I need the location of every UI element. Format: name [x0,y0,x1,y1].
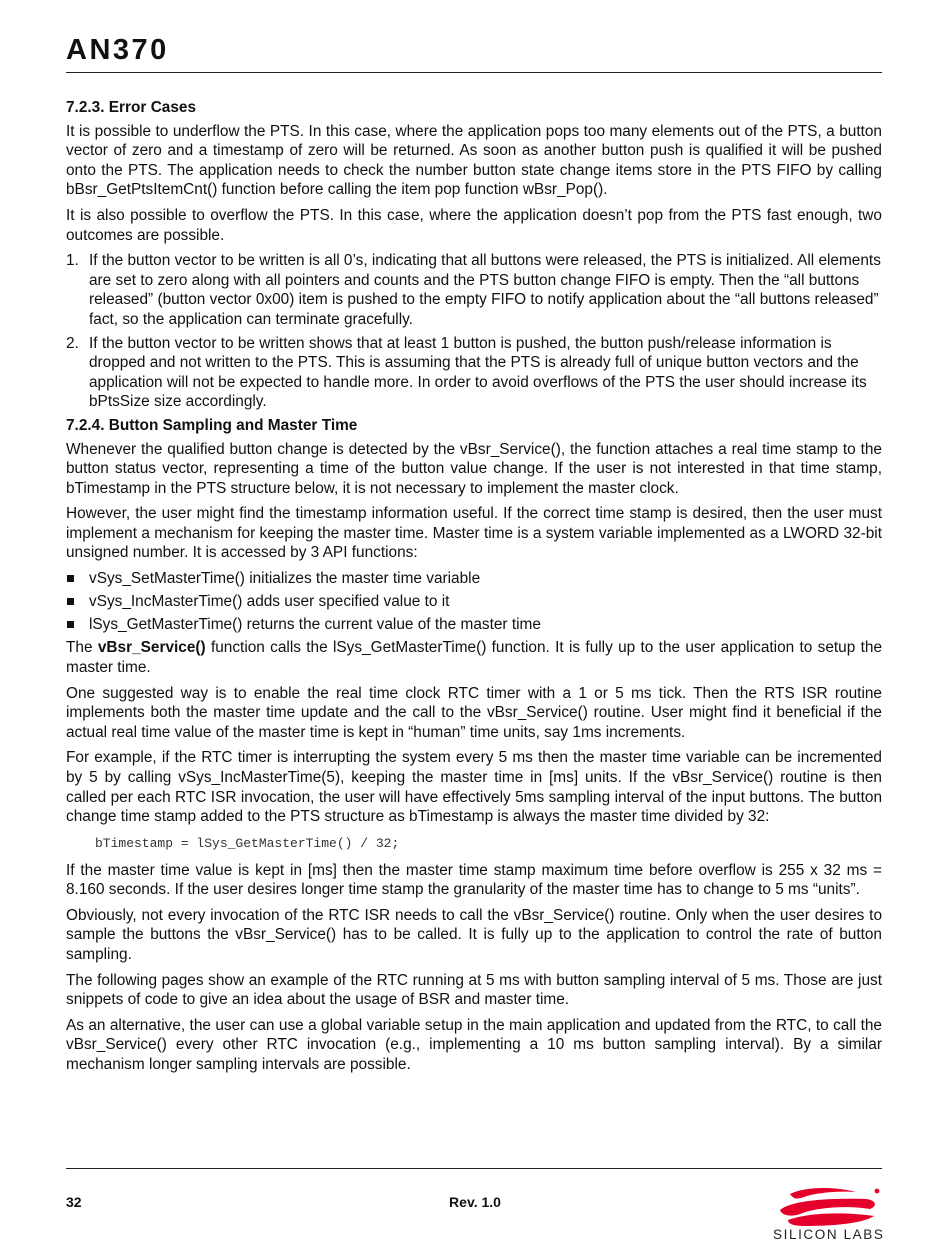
square-bullet-icon [67,621,74,628]
text-run: function calls the lSys_GetMasterTime() function. It is fully up to the user application to setup the master time. [66,639,883,676]
paragraph: However, the user might find the timestamp information useful. If the correct time stamp is desired, then the user must implement a mechanism for keeping the master time. Master time is a system variable implemented as a LWORD 32-bit unsigned number. It is accessed by 3 API functions: [66,505,882,562]
list-item [66,251,882,329]
logo-wordmark: SILICON LABS [773,1227,885,1242]
paragraph: One suggested way is to enable the real time clock RTC timer with a 1 or 5 ms tick. Then the RTS ISR routine implements both the master time update and the call to the vBsr_Service() routine. User might find it beneficial if the actual real time value of the master time is kept in “human” time units, say 1ms increments. [66,684,882,741]
list-item-text: vSys_SetMasterTime() initializes the master time variable [89,570,481,588]
list-item [66,334,882,412]
paragraph: As an alternative, the user can use a global variable setup in the main application and updated from the RTC, to call the vBsr_Service() every other RTC invocation (e.g., implementing a 10 ms button sampling interval). By a similar mechanism longer sampling intervals are possible. [66,1016,882,1074]
paragraph: For example, if the RTC timer is interrupting the system every 5 ms then the master time variable can be incremented by 5 by calling vSys_IncMasterTime(5), keeping the master time in [ms] units. If the vBsr_Service() routine is then called per each RTC ISR invocation, the user will have effectively 5ms sampling interval of the input buttons. The button change time stamp added to the PTS structure as bTimestamp is always the master time divided by 32: [66,749,882,826]
footer-divider [66,1168,882,1169]
list-marker: 2. [66,334,79,352]
code-snippet: bTimestamp = lSys_GetMasterTime() / 32; [95,835,400,851]
paragraph: It is also possible to overflow the PTS. In this case, where the application doesn’t pop from the PTS fast enough, two outcomes are possible. [66,206,882,244]
list-item-text: If the button vector to be written is all 0’s, indicating that all buttons were released, the PTS is initialized. All elements are set to zero along with all pointers and counts and the PTS button change FIFO is empty. Then the “all buttons released” (button vector 0x00) item is pushed to the empty FIFO to notify application about the “all buttons released” fact, so the application can terminate gracefully. [89,252,881,328]
paragraph [66,638,882,677]
paragraph: Obviously, not every invocation of the RTC ISR needs to call the vBsr_Service() routine. Only when the user desires to sample the buttons the vBsr_Service() has to be called. It is fully up to the application to control the rate of button sampling. [66,906,882,964]
page-number: 32 [66,1194,82,1210]
square-bullet-icon [67,575,74,582]
text-run: The [66,639,98,657]
list-item-text: lSys_GetMasterTime() returns the current value of the master time [89,616,541,634]
bullet-list [66,569,882,635]
numbered-list [66,251,882,412]
list-item [66,569,882,589]
square-bullet-icon [67,598,74,605]
function-name-bold: vBsr_Service() [97,639,206,657]
paragraph: If the master time value is kept in [ms] then the master time stamp maximum time before overflow is 255 x 32 ms = 8.160 seconds. If the user desires longer time stamp the granularity of the master time has to change to 5 ms “units”. [66,861,882,899]
page-header [66,30,882,73]
section-heading-error-cases: 7.2.3. Error Cases [66,99,197,116]
list-item-text: If the button vector to be written shows that at least 1 button is pushed, the button push/release information is dropped and not written to the PTS. This is assuming that the PTS is already full of unique button vectors and the application will not be expected to handle more. In order to avoid overflows of the PTS the user should increase its bPtsSize size accordingly. [89,334,867,411]
paragraph: The following pages show an example of the RTC running at 5 ms with button sampling interval of 5 ms. Those are just snippets of code to give an idea about the usage of BSR and master time. [66,971,882,1009]
section-heading-button-sampling: 7.2.4. Button Sampling and Master Time [66,416,358,434]
list-item [66,615,882,635]
list-item-text: vSys_IncMasterTime() adds user specified value to it [89,593,450,611]
main-content [66,96,882,1081]
list-marker: 1. [66,252,79,270]
list-item [66,592,882,612]
revision-label: Rev. 1.0 [449,1194,501,1210]
paragraph: It is possible to underflow the PTS. In this case, where the application pops too many elements out of the PTS, a button vector of zero and a timestamp of zero will be returned. As soon as another button push is qualified it will be pushed onto the PTS. The application needs to check the number button state change items store in the PTS FIFO by calling bBsr_GetPtsItemCnt() function before calling the item pop function wBsr_Pop(). [66,122,882,199]
document-title: AN370 [66,34,169,66]
paragraph: Whenever the qualified button change is detected by the vBsr_Service(), the function attaches a real time stamp to the button status vector, representing a time of the button value change. If the user is not interested in that time stamp, bTimestamp in the PTS structure below, it is not necessary to implement the master clock. [66,440,882,497]
